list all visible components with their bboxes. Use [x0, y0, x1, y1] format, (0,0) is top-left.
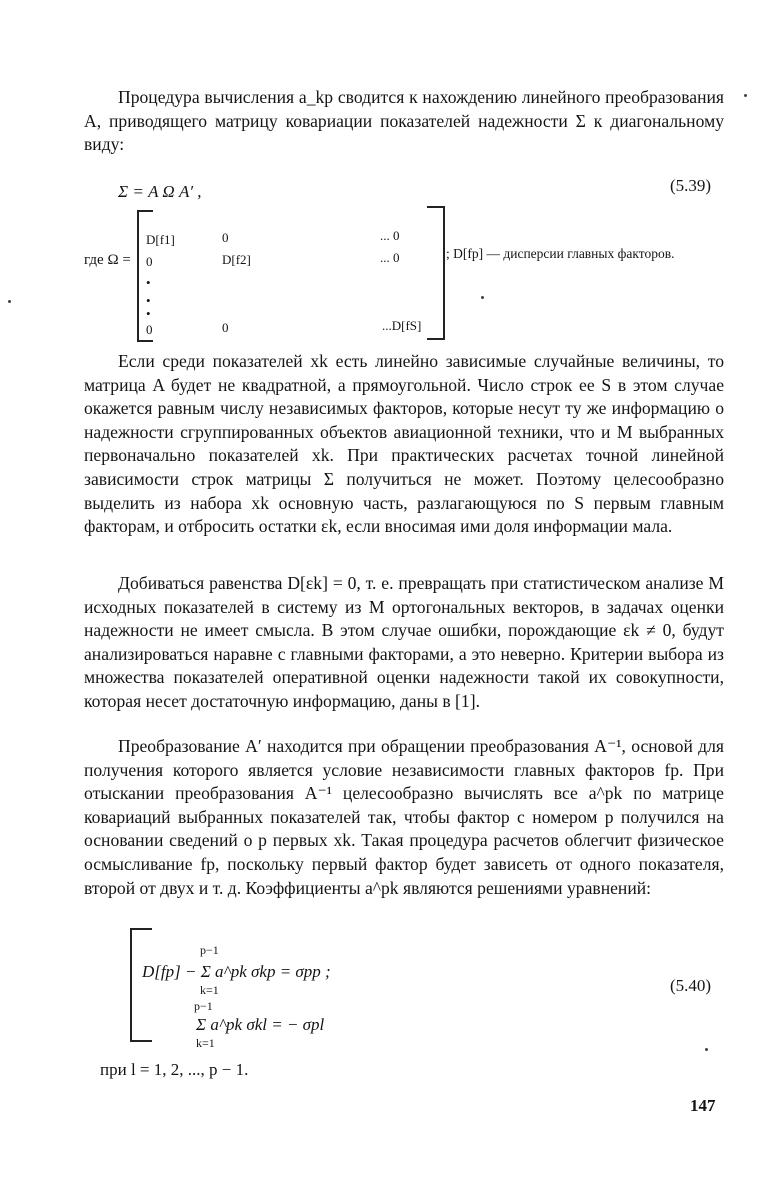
matrix-cell: D[f2] [222, 252, 251, 267]
sum-upper-limit: p−1 [200, 943, 219, 957]
matrix-where-label: где Ω = [84, 252, 131, 268]
paragraph-variance-condition: Добиваться равенства D[εk] = 0, т. е. превращать при статистическом анализе M исходных показателей в систему из M ортогональных векторов, в задачах оценки надежности не имеет смысла. В этом случае ошибки, порождающие εk ≠ 0, будут анализироваться наравне с главными факторами, а это неверно. Критерии выбора из множества показателей оперативной оценки надежности такой их совокупности, которая несет достаточную информацию, даны в [1]. [84, 573, 724, 711]
equation-number-5-39: (5.39) [670, 176, 712, 195]
sum-lower-limit: k=1 [196, 1036, 215, 1050]
sum-upper-limit: p−1 [194, 999, 213, 1013]
equation-5-39: Σ = A Ω A′ , [118, 182, 202, 201]
matrix-left-bracket-bottom [137, 340, 153, 342]
scan-speck [8, 300, 11, 303]
matrix-right-bracket-top [427, 206, 445, 208]
matrix-dot: • [146, 293, 151, 308]
matrix-cell: 0 [146, 322, 153, 337]
matrix-note: ; D[fp] — дисперсии главных факторов. [446, 246, 675, 261]
intro-paragraph: Процедура вычисления a_kp сводится к нахождению линейного преобразования A, приводящего матрицу ковариации показателей надежности Σ к диагональному виду: [84, 87, 724, 155]
system-brace-top [130, 928, 152, 930]
matrix-cell: ... 0 [380, 228, 400, 243]
sum-lower-limit: k=1 [200, 983, 219, 997]
paragraph-inverse-transform: Преобразование A′ находится при обращении преобразования A⁻¹, основой для получения которого является условие независимости главных факторов fp. При отыскании преобразования A⁻¹ целесообразно вычислять все a^pk по матрице ковариаций выбранных показателей так, чтобы фактор с номером p получился на основании сведений о p первых xk. Такая процедура расчетов облегчит физическое осмысливание fp, поскольку первый фактор будет зависеть от одного показателя, второй от двух и т. д. Коэффициенты a^pk являются решениями уравнений: [84, 736, 724, 898]
scan-speck [481, 296, 484, 299]
system-brace [130, 928, 132, 1042]
matrix-cell: 0 [222, 320, 229, 335]
matrix-dot: • [146, 275, 151, 290]
paragraph-linear-dependence: Если среди показателей xk есть линейно зависимые случайные величины, то матрица A будет не квадратной, а прямоугольной. Число строк ее S в этом случае окажется равным числу независимых факторов, которые несут ту же информацию о надежности сгруппированных объектов авиационной техники, что и M выбранных первоначально показателей xk. При практических расчетах точной линейной зависимости строк матрицы Σ получиться не может. Поэтому целесообразно выделить из набора xk основную часть, разлагающуюся по S первым главным факторам, и отбросить остатки εk, если вносимая ими доля информации мала. [84, 351, 725, 537]
matrix-cell: ... 0 [380, 250, 400, 265]
matrix-dot: • [146, 306, 151, 321]
equation-number-5-40: (5.40) [670, 976, 712, 995]
equation-condition: при l = 1, 2, ..., p − 1. [100, 1060, 249, 1079]
matrix-left-bracket-top [137, 210, 153, 212]
equation-line-1: D[fp] − Σ a^pk σkp = σpp ; [142, 962, 331, 981]
matrix-cell: ...D[fS] [382, 318, 422, 333]
matrix-cell: 0 [222, 230, 229, 245]
matrix-right-bracket-bottom [427, 338, 445, 340]
matrix-cell: D[f1] [146, 232, 175, 247]
equation-line-2: Σ a^pk σkl = − σpl [196, 1015, 325, 1034]
system-brace-bottom [130, 1040, 152, 1042]
matrix-left-bracket [137, 210, 139, 342]
scan-speck [705, 1048, 708, 1051]
matrix-right-bracket [443, 206, 445, 340]
matrix-cell: 0 [146, 254, 153, 269]
scan-speck [744, 94, 747, 97]
page-number: 147 [690, 1096, 716, 1115]
